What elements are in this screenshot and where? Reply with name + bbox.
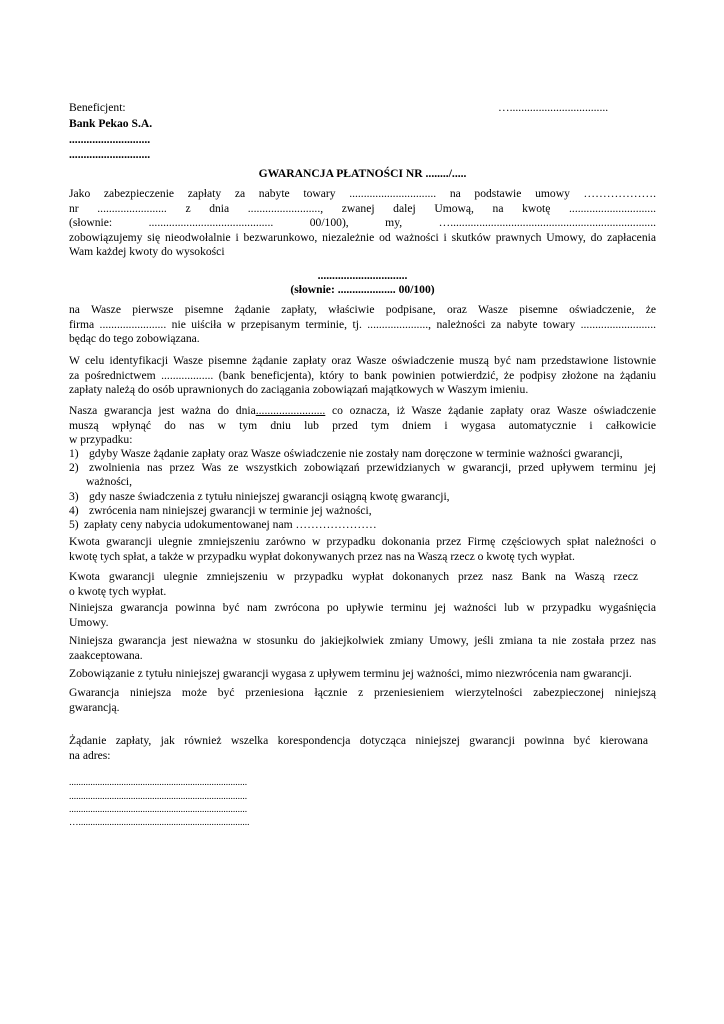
beneficiary-label: Beneficjent: bbox=[69, 101, 126, 114]
amount-dots: ............................... bbox=[317, 269, 408, 282]
intro-line-3: (słownie: ........................................... 00/100), my, …....................................................................... bbox=[69, 216, 656, 230]
identification-paragraph bbox=[69, 354, 656, 398]
validity-line-3: w przypadku: bbox=[69, 433, 133, 447]
demand-line-2: firma ....................... nie uiściła w przepisanym terminie, tj. ....................., należności za nabyte towary .......................... bbox=[69, 317, 656, 331]
intro-line-4: zobowiązujemy się nieodwołalnie i bezwarunkowo, niezależnie od ważności i skutków prawnych Umowy, do zapłacenia bbox=[69, 230, 656, 244]
address-line-3: ........................................................................... bbox=[69, 805, 248, 815]
address-line-2: ........................................................................... bbox=[69, 792, 248, 802]
validity-paragraph bbox=[69, 404, 656, 448]
list-item-4-text: zwrócenia nam niniejszej gwarancji w terminie jej ważności, bbox=[89, 504, 372, 517]
return-paragraph bbox=[69, 601, 656, 630]
validity-prefix: Nasza gwarancja jest ważna do dnia bbox=[69, 404, 256, 417]
return-line-2: Umowy. bbox=[69, 615, 109, 629]
bank-reduction-line-2: o kwotę tych wypłat. bbox=[69, 584, 167, 598]
demand-paragraph bbox=[69, 303, 656, 347]
invalid-line-1: Niniejsza gwarancja jest nieważna w stosunku do jakiejkolwiek zmiany Umowy, jeśli zmiana ta nie została przez nas bbox=[69, 634, 656, 647]
address-line-4: …........................................................................ bbox=[69, 818, 250, 828]
identification-line-3: zapłaty należą do osób uprawnionych do zaciągania zobowiązań majątkowych w Waszym imieniu. bbox=[69, 383, 529, 397]
list-item-2-line-2: ważności, bbox=[86, 475, 133, 488]
correspondence-line-1: Żądanie zapłaty, jak również wszelka korespondencja dotycząca niniejszej gwarancji powinna być kierowana bbox=[69, 734, 648, 747]
expiry-paragraph bbox=[69, 667, 656, 682]
address-line-1: ........................................................................... bbox=[69, 778, 248, 788]
list-item-4-num: 4) bbox=[69, 504, 79, 517]
identification-line-2: za pośrednictwem .................. (bank beneficjenta), który to bank powinien potwierdzić, że podpisy złożone na żądaniu bbox=[69, 368, 656, 382]
correspondence-line-2: na adres: bbox=[69, 748, 111, 762]
transfer-line-2: gwarancją. bbox=[69, 700, 120, 714]
reduction-paragraph bbox=[69, 535, 656, 564]
invalid-paragraph bbox=[69, 634, 656, 663]
document-title: GWARANCJA PŁATNOŚCI NR ......../..... bbox=[258, 167, 467, 180]
validity-suffix: co oznacza, iż Wasze żądanie zapłaty oraz Wasze oświadczenie bbox=[325, 404, 656, 417]
bank-name: Bank Pekao S.A. bbox=[69, 117, 153, 130]
list-item-3-num: 3) bbox=[69, 490, 79, 503]
reduction-line-2: kwotę tych spłat, a także w przypadku wypłat dokonywanych przez nas na Waszą rzecz o kwotę tych wypłat. bbox=[69, 549, 575, 563]
reduction-line-1: Kwota gwarancji ulegnie zmniejszeniu zarówno w przypadku dokonania przez Firmę częściowych spłat należności o bbox=[69, 535, 656, 548]
intro-line-5: Wam każdej kwoty do wysokości bbox=[69, 245, 225, 259]
validity-line-2: muszą wpłynąć do nas w tym dniu lub przed tym dniem i wygasa automatycznie i całkowicie bbox=[69, 418, 656, 432]
list-item-1-text: gdyby Wasze żądanie zapłaty oraz Wasze oświadczenie nie zostały nam doręczone w terminie ważności gwarancji, bbox=[89, 447, 623, 460]
address-dots-2: ............................ bbox=[69, 148, 151, 161]
intro-paragraph bbox=[69, 187, 656, 260]
identification-line-1: W celu identyfikacji Wasze pisemne żądanie zapłaty oraz Wasze oświadczenie muszą być nam przedstawione listownie bbox=[69, 354, 656, 367]
beneficiary-dots: ….................................. bbox=[498, 101, 609, 114]
intro-line-1: Jako zabezpieczenie zapłaty za nabyte towary .............................. na podstawie umowy ………………. bbox=[69, 187, 656, 200]
list-item-2-line-1: zwolnienia nas przez Was ze wszystkich zobowiązań przewidzianych w gwarancji, przed upływem terminu jej bbox=[89, 461, 656, 474]
list-item-5-num: 5) bbox=[69, 518, 79, 531]
address-dots-1: ............................ bbox=[69, 133, 151, 146]
bank-reduction-line-1: Kwota gwarancji ulegnie zmniejszeniu w przypadku wypłat dokonanych przez nasz Bank na Waszą rzecz bbox=[69, 570, 638, 583]
list-item-2-num: 2) bbox=[69, 461, 79, 474]
list-item-2-text bbox=[89, 461, 656, 476]
intro-line-2: nr ........................ z dnia ........................., zwanej dalej Umową, na kwotę .............................. bbox=[69, 201, 656, 215]
validity-date: ........................ bbox=[255, 404, 326, 417]
transfer-line-1: Gwarancja niniejsza może być przeniesiona łącznie z przeniesieniem wierzytelności zabezpieczonej niniejszą bbox=[69, 686, 656, 699]
list-item-5-text: zapłaty ceny nabycia udokumentowanej nam ………………… bbox=[84, 518, 377, 531]
correspondence-paragraph bbox=[69, 734, 656, 763]
list-item-3-text: gdy nasze świadczenia z tytułu niniejszej gwarancji osiągną kwotę gwarancji, bbox=[89, 490, 450, 503]
list-item-1-num: 1) bbox=[69, 447, 79, 460]
demand-line-1: na Wasze pierwsze pisemne żądanie zapłaty, właściwie podpisane, oraz Wasze pisemne oświadczenie, że bbox=[69, 303, 656, 316]
transfer-paragraph bbox=[69, 686, 656, 715]
validity-line-1 bbox=[69, 404, 656, 419]
return-line-1: Niniejsza gwarancja powinna być nam zwrócona po upływie terminu jej ważności lub w przypadku wygaśnięcia bbox=[69, 601, 656, 614]
amount-words: (słownie: .................... 00/100) bbox=[290, 283, 435, 296]
expiry-line-1: Zobowiązanie z tytułu niniejszej gwarancji wygasa z upływem terminu jej ważności, mimo niezwrócenia nam gwarancji. bbox=[69, 667, 632, 680]
demand-line-3: będąc do tego zobowiązana. bbox=[69, 332, 200, 346]
bank-reduction-paragraph bbox=[69, 570, 656, 599]
invalid-line-2: zaakceptowana. bbox=[69, 648, 143, 662]
